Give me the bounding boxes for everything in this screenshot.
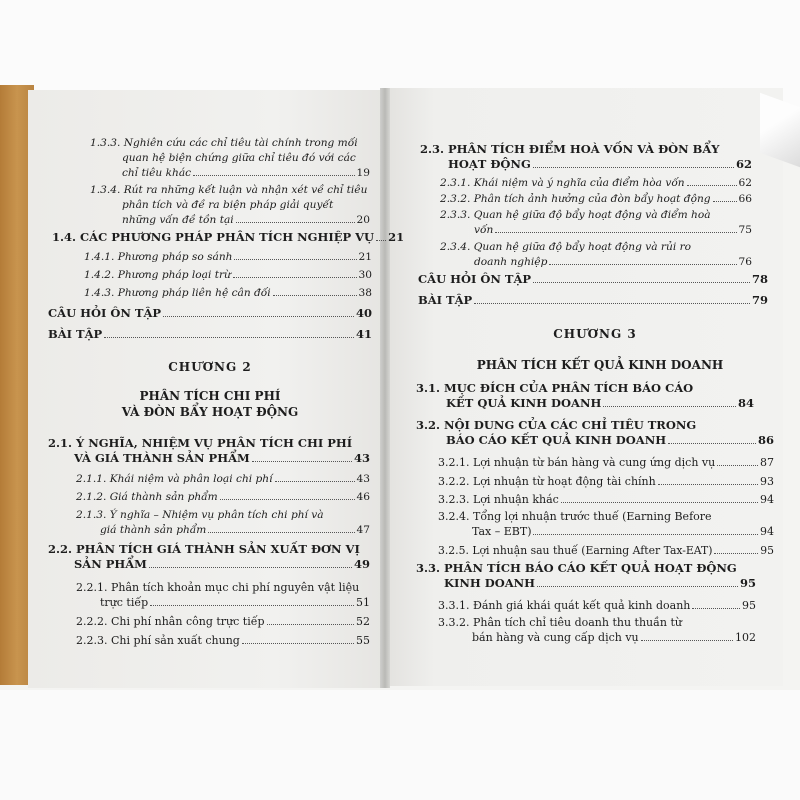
background-bottom xyxy=(0,690,800,800)
page-number: 51 xyxy=(356,596,370,609)
toc-line xyxy=(438,630,756,645)
toc-text: quan hệ biện chứng giữa chỉ tiêu đó với các xyxy=(122,152,356,164)
toc-text: 2.3.3. Quan hệ giữa độ bẩy hoạt động và điểm hoà xyxy=(440,209,711,221)
toc-text: BÁO CÁO KẾT QUẢ KINH DOANH xyxy=(446,433,667,447)
toc-text: SẢN PHẨM xyxy=(74,557,147,571)
toc-entry-2-2-3 xyxy=(76,633,370,648)
toc-entry-2-3-3 xyxy=(440,208,752,238)
toc-text: 1.4.1. Phương pháp so sánh xyxy=(84,251,233,263)
toc-text: CÂU HỎI ÔN TẬP xyxy=(48,306,162,320)
toc-line xyxy=(416,576,756,591)
toc-text: 3.2.1. Lợi nhuận từ bán hàng và cung ứng dịch vụ xyxy=(438,456,716,469)
toc-text: BÀI TẬP xyxy=(418,293,473,307)
toc-text: phân tích và đề ra biện pháp giải quyết xyxy=(122,199,334,211)
page-number: 30 xyxy=(358,269,372,281)
page-number: 84 xyxy=(737,396,754,410)
chapter-title xyxy=(100,388,320,420)
page-number: 95 xyxy=(742,599,756,612)
toc-text: KINH DOANH xyxy=(444,576,536,590)
toc-line xyxy=(440,223,752,238)
toc-line xyxy=(76,595,370,610)
toc-line xyxy=(420,157,752,172)
toc-text: CÂU HỎI ÔN TẬP xyxy=(418,272,532,286)
toc-text: chỉ tiêu khác xyxy=(122,167,192,179)
toc-line xyxy=(416,433,774,448)
toc-text: 2.3. PHÂN TÍCH ĐIỂM HOÀ VỐN VÀ ĐÒN BẨY xyxy=(420,142,720,156)
toc-entry-3-2-2 xyxy=(438,474,774,489)
toc-text: 2.1. Ý NGHĨA, NHIỆM VỤ PHÂN TÍCH CHI PHÍ xyxy=(48,436,353,450)
toc-text: trực tiếp xyxy=(100,596,149,609)
toc-text: 1.4.3. Phương pháp liên hệ cân đối xyxy=(84,287,271,299)
chapter-title-line: PHÂN TÍCH CHI PHÍ xyxy=(139,389,281,403)
page-number: 75 xyxy=(738,224,752,236)
page-number: 86 xyxy=(757,433,774,447)
toc-text: Tax – EBT) xyxy=(472,525,532,538)
toc-text: 2.3.1. Khái niệm và ý nghĩa của điểm hòa vốn xyxy=(440,177,685,189)
book-gutter xyxy=(380,88,390,688)
page-number: 21 xyxy=(388,230,405,244)
toc-entry-1-4-1 xyxy=(84,250,372,265)
toc-entry-3-3 xyxy=(416,561,756,591)
toc-entry-2-3-2 xyxy=(440,192,752,207)
toc-text: 3.2.4. Tổng lợi nhuận trước thuế (Earning Before xyxy=(438,510,712,523)
toc-entry-2-1-3 xyxy=(76,508,370,538)
toc-entry-2-2-2 xyxy=(76,614,370,629)
page-number: 21 xyxy=(358,251,372,263)
toc-line xyxy=(90,213,370,228)
toc-text: 3.2.5. Lợi nhuận sau thuế (Earning After Tax-EAT) xyxy=(438,544,713,557)
toc-text: 2.2. PHÂN TÍCH GIÁ THÀNH SẢN XUẤT ĐƠN VỊ xyxy=(48,542,360,556)
page-number: 78 xyxy=(751,272,768,286)
chapter-heading: CHƯƠNG 3 xyxy=(553,327,637,341)
toc-entry-1-4-3 xyxy=(84,286,372,301)
page-number: 55 xyxy=(356,634,370,647)
toc-entry-3-2-5 xyxy=(438,543,774,558)
toc-text: BÀI TẬP xyxy=(48,327,103,341)
toc-text: 1.3.3. Nghiên cứu các chỉ tiêu tài chính trong mối xyxy=(90,137,358,149)
toc-text: 3.3.1. Đánh giá khái quát kết quả kinh doanh xyxy=(438,599,691,612)
toc-entry-2-2 xyxy=(48,542,370,572)
toc-entry-1-4 xyxy=(52,230,405,245)
toc-line xyxy=(76,523,370,538)
toc-entry-3-2-1 xyxy=(438,455,774,470)
toc-text: 3.2. NỘI DUNG CỦA CÁC CHỈ TIÊU TRONG xyxy=(416,418,697,432)
chapter-title-line: VÀ ĐÒN BẨY HOẠT ĐỘNG xyxy=(121,405,299,419)
toc-entry-2-3-1 xyxy=(440,176,752,191)
page-number: 62 xyxy=(735,157,752,171)
page-number: 49 xyxy=(353,557,370,571)
toc-text: giá thành sản phẩm xyxy=(100,524,207,536)
page-number: 95 xyxy=(739,576,756,590)
toc-entry-3-1 xyxy=(416,381,754,411)
page-number: 20 xyxy=(356,214,370,226)
page-number: 19 xyxy=(356,167,370,179)
toc-entry-3-2-3 xyxy=(438,492,774,507)
page-number: 62 xyxy=(738,177,752,189)
page-number: 41 xyxy=(355,327,372,341)
toc-entry-review-1 xyxy=(48,306,372,321)
toc-entry-2-2-1 xyxy=(76,580,370,610)
toc-text: KẾT QUẢ KINH DOANH xyxy=(446,396,602,410)
toc-entry-2-1 xyxy=(48,436,370,466)
toc-text: 2.3.4. Quan hệ giữa độ bẩy hoạt động và rủi ro xyxy=(440,241,692,253)
chapter-heading: CHƯƠNG 2 xyxy=(168,360,252,374)
toc-entry-2-3 xyxy=(420,142,752,172)
toc-line xyxy=(90,166,370,181)
toc-entry-3-2-4 xyxy=(438,509,774,539)
page-number: 94 xyxy=(760,525,774,538)
page-number: 52 xyxy=(356,615,370,628)
toc-entry-3-2 xyxy=(416,418,774,448)
toc-text: 3.1. MỤC ĐÍCH CỦA PHÂN TÍCH BÁO CÁO xyxy=(416,381,694,395)
page-number: 76 xyxy=(738,256,752,268)
page-number: 43 xyxy=(353,451,370,465)
toc-entry-1-4-2 xyxy=(84,268,372,283)
toc-entry-review-2 xyxy=(418,272,768,287)
page-number: 93 xyxy=(760,475,774,488)
page-number: 46 xyxy=(356,491,370,503)
page-number: 87 xyxy=(760,456,774,469)
toc-text: 1.3.4. Rút ra những kết luận và nhận xét về chỉ tiêu xyxy=(90,184,368,196)
page-number: 102 xyxy=(735,631,756,644)
toc-text: 2.3.2. Phân tích ảnh hưởng của đòn bẩy hoạt động xyxy=(440,193,711,205)
toc-text: vốn xyxy=(474,224,494,236)
toc-text: 3.2.3. Lợi nhuận khác xyxy=(438,493,559,506)
toc-entry-2-1-2 xyxy=(76,490,370,505)
toc-text: 3.3.2. Phân tích chỉ tiêu doanh thu thuần từ xyxy=(438,616,682,629)
toc-text: HOẠT ĐỘNG xyxy=(448,157,531,171)
page-number: 94 xyxy=(760,493,774,506)
toc-entry-exercise-2 xyxy=(418,293,768,308)
toc-entry-1-3-4 xyxy=(90,183,370,228)
page-number: 43 xyxy=(356,473,370,485)
toc-text: 2.2.3. Chi phí sản xuất chung xyxy=(76,634,240,647)
toc-entry-3-3-2 xyxy=(438,615,756,645)
page-number: 47 xyxy=(356,524,370,536)
toc-line xyxy=(48,557,370,572)
toc-text: 3.3. PHÂN TÍCH BÁO CÁO KẾT QUẢ HOẠT ĐỘNG xyxy=(416,561,737,575)
toc-text: VÀ GIÁ THÀNH SẢN PHẨM xyxy=(74,451,250,465)
toc-text: 2.1.3. Ý nghĩa – Nhiệm vụ phân tích chi phí và xyxy=(76,509,324,521)
toc-text: 1.4.2. Phương pháp loại trừ xyxy=(84,269,231,281)
toc-entry-2-3-4 xyxy=(440,240,752,270)
toc-entry-3-3-1 xyxy=(438,598,756,613)
toc-line xyxy=(440,255,752,270)
page-number: 40 xyxy=(355,306,372,320)
page-number: 66 xyxy=(738,193,752,205)
page-number: 95 xyxy=(760,544,774,557)
page-number: 38 xyxy=(358,287,372,299)
toc-line xyxy=(416,396,754,411)
toc-text: 2.2.1. Phân tích khoản mục chi phí nguyên vật liệu xyxy=(76,581,360,594)
toc-text: 1.4. CÁC PHƯƠNG PHÁP PHÂN TÍCH NGHIỆP VỤ xyxy=(52,230,375,244)
toc-text: doanh nghiệp xyxy=(474,256,548,268)
toc-line xyxy=(438,524,774,539)
toc-entry-exercise-1 xyxy=(48,327,372,342)
toc-text: những vấn đề tồn tại xyxy=(122,214,234,226)
toc-line xyxy=(48,451,370,466)
toc-text: 2.1.2. Giá thành sản phẩm xyxy=(76,491,218,503)
toc-text: 2.1.1. Khái niệm và phân loại chi phí xyxy=(76,473,273,485)
toc-text: bán hàng và cung cấp dịch vụ xyxy=(472,631,639,644)
toc-entry-1-3-3 xyxy=(90,136,370,181)
toc-text: 2.2.2. Chi phí nhân công trực tiếp xyxy=(76,615,265,628)
page-number: 79 xyxy=(751,293,768,307)
chapter-title: PHÂN TÍCH KẾT QUẢ KINH DOANH xyxy=(476,358,724,372)
toc-entry-2-1-1 xyxy=(76,472,370,487)
toc-text: 3.2.2. Lợi nhuận từ hoạt động tài chính xyxy=(438,475,656,488)
